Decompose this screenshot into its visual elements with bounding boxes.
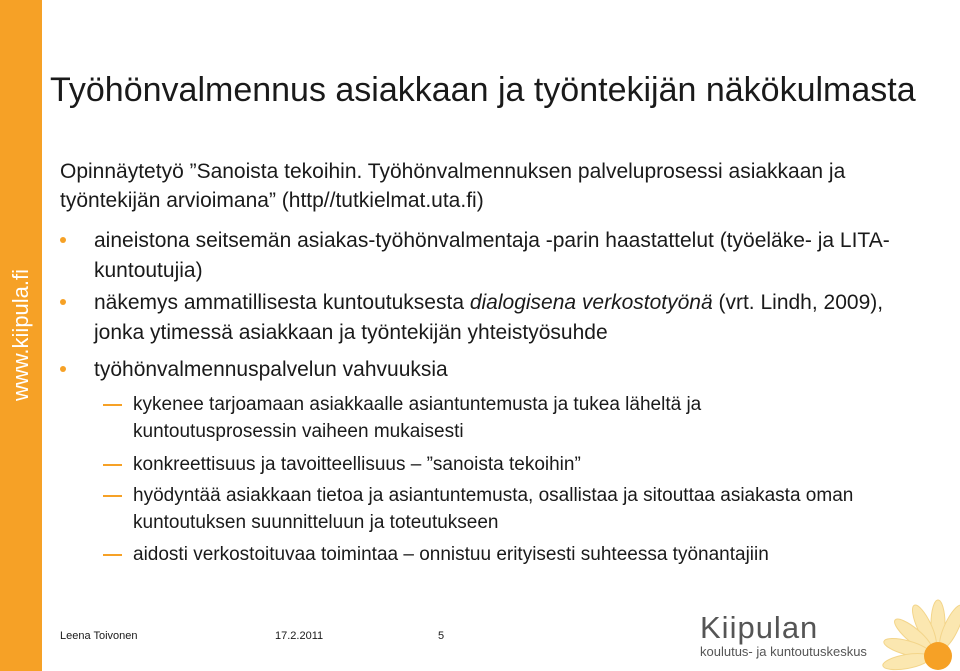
sidebar-url: www.kiipula.fi xyxy=(8,268,33,402)
bullet-item xyxy=(60,355,890,385)
sub-bullet-item xyxy=(103,451,863,478)
bullet-text-part: (vrt. Lindh, 2009), jonka ytimessä asiakkaan ja työntekijän yhteistyösuhde xyxy=(94,291,884,344)
footer-page-number: 5 xyxy=(438,630,445,642)
sub-bullet-text: aidosti verkostoituvaa toimintaa – onnistuu erityisesti suhteessa työnantajiin xyxy=(133,544,769,565)
sub-bullet-item xyxy=(103,541,863,568)
sidebar-band xyxy=(0,0,42,671)
footer-author: Leena Toivonen xyxy=(60,630,138,642)
bullet-item xyxy=(60,226,890,286)
footer-date: 17.2.2011 xyxy=(275,630,324,642)
bullet-text: työhönvalmennuspalvelun vahvuuksia xyxy=(94,358,448,381)
bullet-text-part: näkemys ammatillisesta kuntoutuksesta xyxy=(94,291,470,314)
dash-icon xyxy=(103,404,122,406)
bullet-dot-icon xyxy=(60,299,66,305)
dash-icon xyxy=(103,554,122,556)
sub-bullet-text: kykenee tarjoamaan asiakkaalle asiantuntemusta ja tukea läheltä ja kuntoutusprosessin vaiheen mukaisesti xyxy=(133,394,702,442)
bullet-text xyxy=(94,288,890,348)
bullet-text-italic: dialogisena verkostotyönä xyxy=(469,291,713,314)
dash-icon xyxy=(103,464,122,466)
kiipula-logo xyxy=(700,612,880,660)
sub-bullet-text: konkreettisuus ja tavoitteellisuus – ”sanoista tekoihin” xyxy=(133,454,581,475)
logo-tagline: koulutus- ja kuntoutuskeskus xyxy=(700,644,867,659)
logo-name: Kiipulan xyxy=(700,610,819,645)
bullet-item xyxy=(60,288,890,348)
slide-title: Työhönvalmennus asiakkaan ja työntekijän näkökulmasta xyxy=(50,71,916,109)
bullet-text: aineistona seitsemän asiakas-työhönvalmentaja -parin haastattelut (työeläke- ja LITA-kuntoutujia) xyxy=(94,229,890,282)
flower-icon xyxy=(880,590,960,671)
bullet-dot-icon xyxy=(60,237,66,243)
intro-text: Opinnäytetyö ”Sanoista tekoihin. Työhönvalmennuksen palveluprosessi asiakkaan ja työntekijän arvioimana” (http//tutkielmat.uta.fi) xyxy=(60,160,846,212)
sub-bullet-item xyxy=(103,482,863,536)
sub-bullet-text: hyödyntää asiakkaan tietoa ja asiantuntemusta, osallistaa ja sitouttaa asiakasta oman kuntoutuksen suunnitteluun ja toteutukseen xyxy=(133,485,854,533)
sub-bullet-item xyxy=(103,391,863,445)
dash-icon xyxy=(103,495,122,497)
bullet-dot-icon xyxy=(60,366,66,372)
